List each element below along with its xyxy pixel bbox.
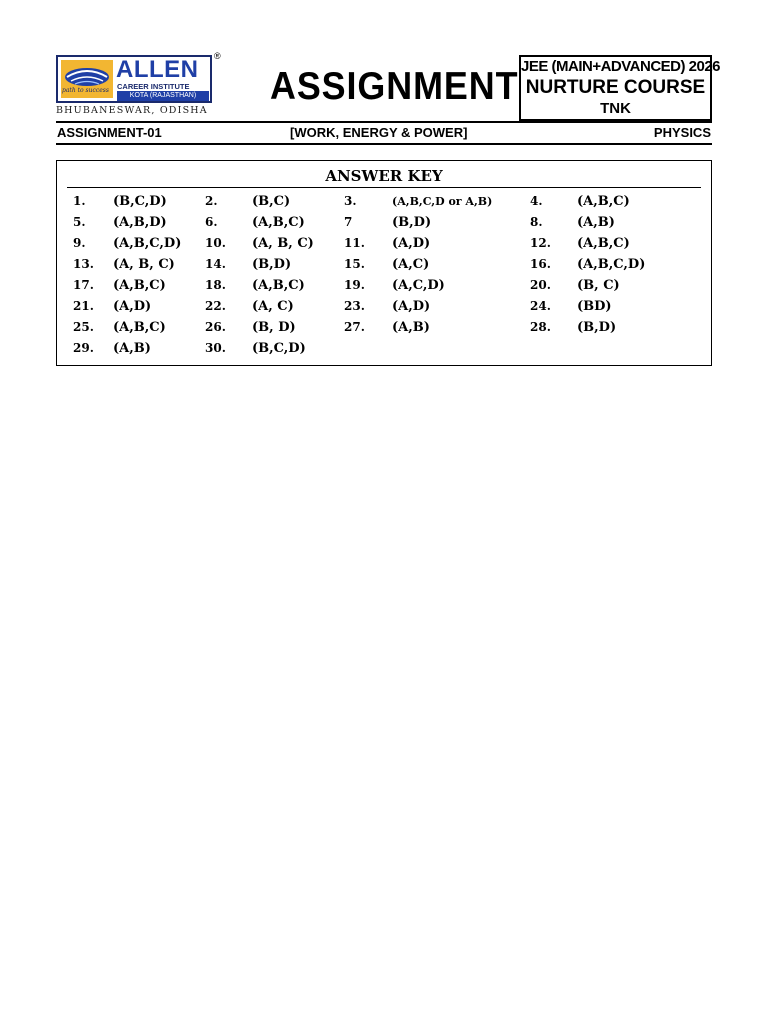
answer-row xyxy=(57,191,711,212)
logo-place: KOTA (RAJASTHAN) xyxy=(117,91,209,101)
answer-value: (B,D) xyxy=(577,320,617,335)
course-code: TNK xyxy=(600,100,631,117)
answer-value: (A,B,C,D or A,B) xyxy=(392,195,493,208)
answer-value: (A, C) xyxy=(252,299,294,314)
answer-value: (A,B,C,D) xyxy=(577,257,646,272)
question-number: 30. xyxy=(205,341,226,355)
question-number: 27. xyxy=(344,320,365,334)
question-number: 4. xyxy=(530,194,543,208)
answer-value: (A,B) xyxy=(392,320,430,335)
question-number: 6. xyxy=(205,215,218,229)
answer-value: (A,B,C) xyxy=(252,215,305,230)
answer-value: (A,B,C) xyxy=(577,194,630,209)
answer-value: (A,B,D) xyxy=(113,215,167,230)
question-number: 20. xyxy=(530,278,551,292)
centre-city: BHUBANESWAR, ODISHA xyxy=(56,105,208,116)
answer-row xyxy=(57,296,711,317)
question-number: 9. xyxy=(73,236,86,250)
answer-row xyxy=(57,317,711,338)
answer-value: (A, B, C) xyxy=(113,257,175,272)
answer-value: (A,D) xyxy=(392,299,431,314)
question-number: 24. xyxy=(530,299,551,313)
question-number: 15. xyxy=(344,257,365,271)
question-number: 10. xyxy=(205,236,226,250)
answer-value: (A,D) xyxy=(113,299,152,314)
question-number: 7 xyxy=(344,215,353,229)
answer-value: (A,B,C,D) xyxy=(113,236,182,251)
logo-subtitle: CAREER INSTITUTE xyxy=(117,82,190,91)
course-box xyxy=(519,55,721,121)
answer-value: (B,C,D) xyxy=(252,341,306,356)
question-number: 17. xyxy=(73,278,94,292)
question-number: 22. xyxy=(205,299,226,313)
answer-row xyxy=(57,275,711,296)
answer-value: (BD) xyxy=(577,299,612,314)
question-number: 23. xyxy=(344,299,365,313)
question-number: 14. xyxy=(205,257,226,271)
answer-value: (B,D) xyxy=(392,215,432,230)
question-number: 5. xyxy=(73,215,86,229)
course-exam: JEE (MAIN+ADVANCED) 2026 xyxy=(521,58,721,75)
header-divider-top xyxy=(56,121,712,123)
answer-value: (B, D) xyxy=(252,320,296,335)
answer-value: (B,C) xyxy=(252,194,291,209)
question-number: 28. xyxy=(530,320,551,334)
answer-key-box xyxy=(56,160,712,366)
answer-value: (A,B) xyxy=(577,215,615,230)
assignment-number: ASSIGNMENT-01 xyxy=(57,125,162,140)
answer-value: (A,B,C) xyxy=(113,278,166,293)
answer-value: (A,C,D) xyxy=(392,278,445,293)
answer-row xyxy=(57,254,711,275)
question-number: 1. xyxy=(73,194,86,208)
answer-row xyxy=(57,212,711,233)
answer-key-divider xyxy=(67,187,701,188)
answer-value: (A, B, C) xyxy=(252,236,314,251)
answer-value: (A,B,C) xyxy=(252,278,305,293)
answer-value: (A,B,C) xyxy=(113,320,166,335)
question-number: 8. xyxy=(530,215,543,229)
question-number: 18. xyxy=(205,278,226,292)
question-number: 16. xyxy=(530,257,551,271)
page-title: ASSIGNMENT xyxy=(270,65,519,108)
subject-name: PHYSICS xyxy=(653,125,711,140)
answer-value: (B,C,D) xyxy=(113,194,167,209)
question-number: 26. xyxy=(205,320,226,334)
answer-value: (A,D) xyxy=(392,236,431,251)
answer-value: (B,D) xyxy=(252,257,292,272)
question-number: 19. xyxy=(344,278,365,292)
assignment-topic: [WORK, ENERGY & POWER] xyxy=(290,125,468,140)
registered-mark: ® xyxy=(214,51,221,61)
answer-value: (A,B,C) xyxy=(577,236,630,251)
question-number: 29. xyxy=(73,341,94,355)
answer-value: (A,B) xyxy=(113,341,151,356)
course-name: NURTURE COURSE xyxy=(525,77,706,98)
question-number: 21. xyxy=(73,299,94,313)
question-number: 13. xyxy=(73,257,94,271)
answer-row xyxy=(57,338,711,359)
logo-tagline: path to success xyxy=(62,87,109,94)
question-number: 11. xyxy=(344,236,365,250)
answer-value: (B, C) xyxy=(577,278,620,293)
question-number: 2. xyxy=(205,194,218,208)
answer-row xyxy=(57,233,711,254)
logo-name: ALLEN xyxy=(116,56,199,83)
answer-key-heading: ANSWER KEY xyxy=(325,167,443,185)
question-number: 12. xyxy=(530,236,551,250)
answer-value: (A,C) xyxy=(392,257,430,272)
question-number: 3. xyxy=(344,194,357,208)
allen-logo xyxy=(56,55,212,103)
header-divider-bottom xyxy=(56,143,712,145)
question-number: 25. xyxy=(73,320,94,334)
